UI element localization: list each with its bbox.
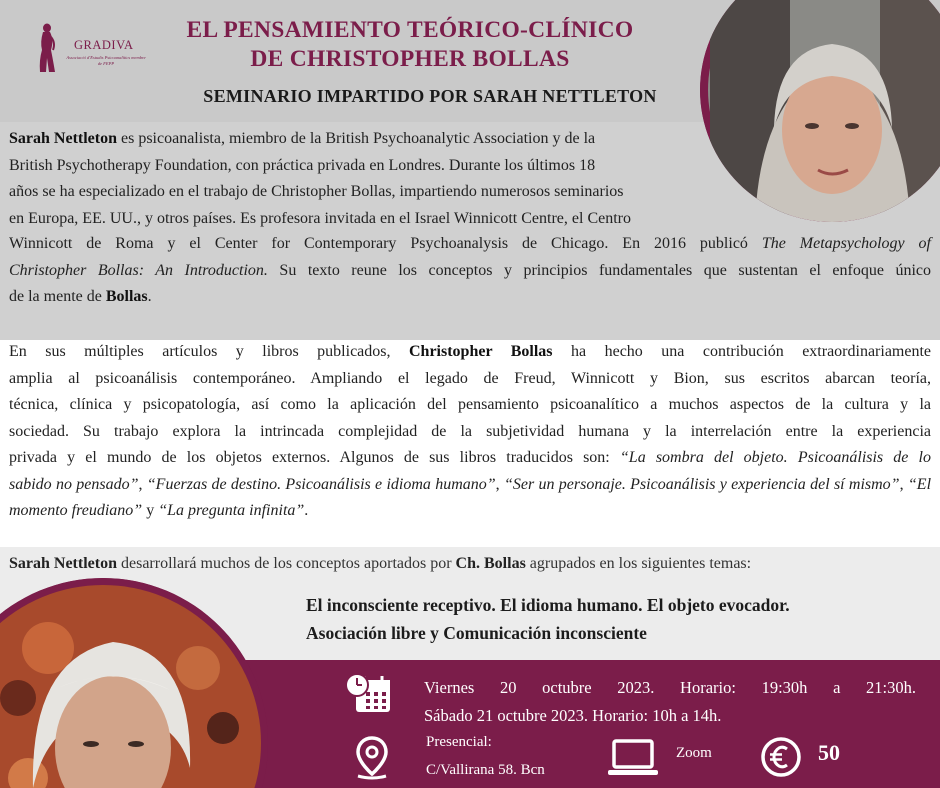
page-title-line-1: EL PENSAMIENTO TEÓRICO-CLÍNICO bbox=[186, 17, 634, 43]
bio-book-title-b: Christopher Bollas: An Introduction. bbox=[9, 261, 268, 279]
bio-line-7: de la mente de bbox=[9, 288, 106, 305]
bio-line-4: en Europa, EE. UU., y otros países. Es profesora invitada en el Israel Winnicott Centre, el Centro bbox=[9, 209, 631, 227]
works-book-3: “Ser un personaje. Psicoanálisis y experiencia del sí mismo” bbox=[503, 475, 900, 493]
works-sep-2: , bbox=[495, 475, 504, 493]
works-book-1b: sabido no pensado” bbox=[9, 475, 139, 493]
works-line-5a: privada y el mundo de los objetos externos. Algunos de sus libros traducidos son: bbox=[9, 449, 620, 466]
bio-name: arah Nettleton bbox=[17, 130, 117, 147]
bio-line-1: es psicoanalista, miembro de la British Psychoanalytic Association y de la bbox=[117, 130, 596, 147]
bio-name-initial: S bbox=[9, 130, 18, 147]
logo-name: GRADIVA bbox=[74, 38, 134, 52]
laptop-icon bbox=[606, 738, 660, 778]
price-value: 50 bbox=[818, 740, 840, 765]
event-date-friday: Viernes 20 octubre 2023. Horario: 19:30h a 21:30h. bbox=[424, 678, 916, 697]
gradiva-figure-icon bbox=[34, 22, 60, 74]
works-book-1a: “La sombra del objeto. Psicoanálisis de lo bbox=[619, 449, 931, 466]
works-book-4a: “El bbox=[907, 475, 932, 493]
works-sep-3: , bbox=[899, 475, 908, 493]
page-title-line-2: DE CHRISTOPHER BOLLAS bbox=[250, 46, 570, 72]
venue-address: C/Vallirana 58. Bcn bbox=[426, 762, 545, 778]
presencial-label: Presencial: bbox=[426, 734, 492, 750]
calendar-clock-icon bbox=[344, 672, 394, 716]
works-line-1b: ha hecho una contribución extraordinariamente bbox=[552, 343, 932, 360]
bio-book-title-a: The Metapsychology of bbox=[761, 235, 932, 252]
works-book-4b: momento freudiano” bbox=[9, 502, 143, 519]
topics-line-1: El inconsciente receptivo. El idioma humano. El objeto evocador. bbox=[306, 595, 790, 615]
gradiva-logo bbox=[34, 22, 154, 78]
euro-icon bbox=[760, 736, 802, 778]
works-line-4: sociedad. Su trabajo explora la intrincada complejidad de la subjetividad humana y la interrelación entre la experiencia bbox=[9, 422, 931, 440]
works-bollas-name: Christopher Bollas bbox=[408, 343, 553, 360]
bio-line-6: Su texto reune los conceptos y principios fundamentales que sustentan el enfoque único bbox=[267, 261, 931, 279]
bio-paragraph-top bbox=[9, 126, 699, 232]
works-line-3: técnica, clínica y psicopatología, así como la aplicación del pensamiento psicoanalítico a muchos aspectos de la cultura y la bbox=[9, 396, 931, 413]
bio-line-5: Winnicott de Roma y el Center for Contemporary Psychoanalysis de Chicago. En 2016 publicó bbox=[9, 235, 762, 252]
works-book-5: “La pregunta infinita” bbox=[158, 502, 305, 519]
works-end: . bbox=[304, 502, 309, 519]
topics-intro-bollas: Ch. Bollas bbox=[455, 555, 526, 572]
works-paragraph bbox=[9, 339, 931, 525]
page-subtitle: SEMINARIO IMPARTIDO POR SARAH NETTLETON bbox=[203, 86, 657, 106]
works-sep-4: y bbox=[142, 502, 159, 519]
zoom-label: Zoom bbox=[676, 745, 712, 761]
event-dates bbox=[424, 674, 916, 730]
works-line-2: amplia al psicoanálisis contemporáneo. Ampliando el legado de Freud, Winnicott y Bion, sus escritos abarcan teoría, bbox=[9, 369, 931, 387]
topics-intro bbox=[9, 552, 931, 576]
location-pin-icon bbox=[354, 736, 390, 780]
topics-intro-mid: desarrollará muchos de los conceptos aportados por bbox=[116, 555, 456, 572]
bio-line-7-end: . bbox=[147, 288, 152, 305]
topics-intro-end: agrupados en los siguientes temas: bbox=[525, 555, 752, 572]
logo-subtitle: Associació d'Estudis Psicoanalítics membre de FEPP bbox=[66, 55, 146, 66]
bio-paragraph-bottom bbox=[9, 231, 931, 311]
bio-line-3: años se ha especializado en el trabajo de Christopher Bollas, impartiendo numerosos seminarios bbox=[9, 183, 624, 200]
works-line-1a: En sus múltiples artículos y libros publicados, bbox=[9, 343, 409, 360]
works-book-2: “Fuerzas de destino. Psicoanálisis e idioma humano” bbox=[146, 475, 496, 493]
bio-bollas: Bollas bbox=[105, 288, 148, 305]
event-date-saturday: Sábado 21 octubre 2023. Horario: 10h a 14h. bbox=[424, 706, 722, 725]
bio-line-2: British Psychotherapy Foundation, con práctica privada en Londres. Durante los últimos 18 bbox=[9, 156, 596, 174]
topics-intro-name: Sarah Nettleton bbox=[9, 555, 117, 572]
seminar-topics bbox=[306, 591, 926, 647]
works-sep-1: , bbox=[138, 475, 147, 493]
topics-line-2: Asociación libre y Comunicación inconsciente bbox=[306, 623, 647, 643]
